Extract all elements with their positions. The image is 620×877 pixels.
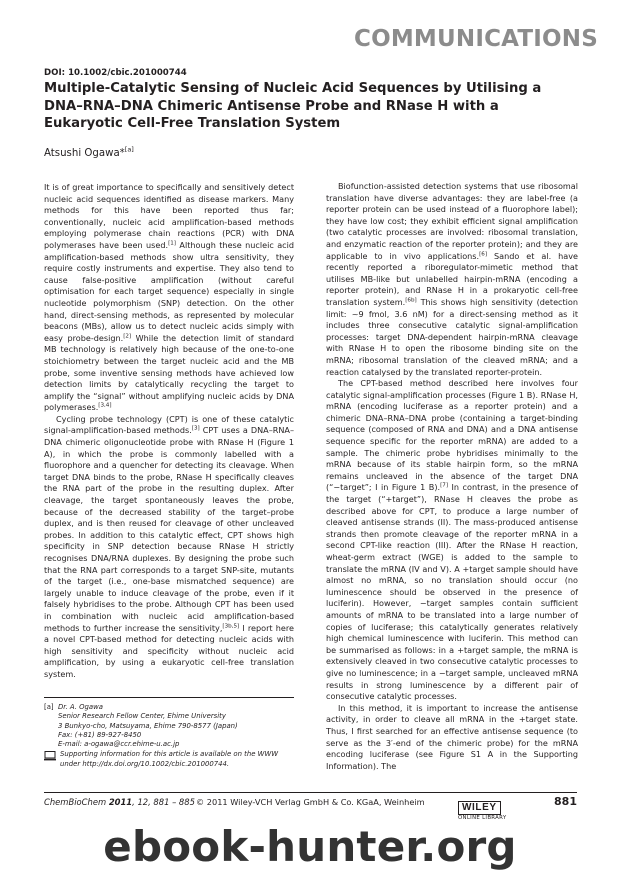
citation-ref: [3b,5] (222, 622, 240, 629)
wiley-logo-text: WILEY (458, 801, 501, 815)
footnote-name: Dr. A. Ogawa (58, 703, 103, 711)
wiley-logo-sub: ONLINE LIBRARY (458, 815, 507, 821)
footnote-line: 3 Bunkyo-cho, Matsuyama, Ehime 790-8577 (Japan) (58, 721, 238, 730)
citation-ref: [1] (168, 240, 176, 247)
journal-volume-pages: , 12, 881 – 885 (132, 797, 195, 807)
doi: DOI: 10.1002/cbic.201000744 (44, 68, 187, 78)
footnote-rule (44, 697, 294, 698)
footnote-line: E-mail: a-ogawa@ccr.ehime-u.ac.jp (58, 740, 180, 749)
copyright: © 2011 Wiley-VCH Verlag GmbH & Co. KGaA, Weinheim (196, 797, 425, 807)
wiley-logo (458, 795, 506, 821)
author-affiliation-ref: [a] (124, 145, 134, 154)
paragraph: Cycling probe technology (CPT) is one of these catalytic signal-amplification-based methods.[3] CPT uses a DNA–RNA–DNA chimeric oligonucleotide probe with RNase H (Figure 1 A), in which the probe is commonly labelled with a fluorophore and a quencher for detecting its cleavage. When target DNA binds to the probe, RNase H specifically cleaves the RNA part of the probe in the resulting duplex. After cleavage, the target spontaneously leaves the probe, because of the decreased stability of the target–probe duplex, and is then reused for cleavage of other uncleaved probes. In addition to this catalytic effect, CPT shows high specificity in SNP detection because RNase H strictly recognises DNA/RNA duplexes. By designing the probe such that the RNA part corresponds to a target SNP-site, mutants of the target (i.e., one-base mismatched sequence) are largely unable to induce cleavage of the probe, even if it falsely hybridises to the probe. Although CPT has been used in combination with nucleic acid amplification-based methods to further increase the sensitivity,[3b,5] I report here a novel CPT-based method for detecting nucleic acids with high sensitivity and specificity without nucleic acid amplification, by using a eukaryotic cell-free translation system. (44, 413, 294, 679)
footnote-line: Senior Research Fellow Center, Ehime University (58, 712, 226, 721)
paragraph: It is of great importance to specifically and sensitively detect nucleic acid sequences identified as disease markers. Many methods for this have been reported thus far; conventionally, nucleic acid amplification-based methods employing polymerase chain reactions (PCR) with DNA polymerases have been used.[1] Although these nucleic acid amplification-based methods show ultra sensitivity, they require costly instruments and expertise. They also tend to cause false-positive amplification (without careful optimisation for each target sequence) especially in single nucleotide polymorphism (SNP) detection. On the other hand, direct-sensing methods, as represented by molecular beacons (MBs), allow us to detect nucleic acids simply with easy probe-design.[2] While the detection limit of standard MB technology is relatively high because of the one-to-one stoichiometry between the target nucleic acid and the MB probe, some inventive sensing methods have achieved low detection limits by catalytically recycling the target to amplify the “signal” without amplifying nucleic acids by DNA polymerases.[3,4] (44, 182, 294, 413)
author-name: Atsushi Ogawa* (44, 148, 125, 159)
watermark: ebook-hunter.org (103, 822, 517, 871)
paragraph: In this method, it is important to increase the antisense activity, in order to cleave all mRNA in the +target state. Thus, I first searched for an effective antisense sequence (to serve as the 3′-end of the chimeric probe) for the mRNA encoding luciferase (see Figure S1 A in the Supporting Information). The (326, 702, 578, 771)
journal-name: ChemBioChem (44, 797, 107, 807)
paragraph: Biofunction-assisted detection systems that use ribosomal translation have diverse advantages: they are label-free (a reporter protein can be used instead of a fluorophore label); they have low cost; they exhibit efficient signal amplification (two catalytic processes are involved: ribosomal translation, and enzymatic reaction of the reporter protein); and they are applicable to in vivo applications.[6] Sando et al. have recently reported a riboregulator-mimetic method that utilises MB-like but unlabelled hairpin-mRNA (encoding a reporter protein), and RNase H in a prokaryotic cell-free translation system.[6b] This shows high sensitivity (detection limit: ~9 fmol, 3.6 nM) for a direct-sensing method as it includes three consecutive catalytic signal-amplification processes: target DNA-dependent hairpin-mRNA cleavage with RNase H to open the ribosome binding site on the mRNA; ribosomal translation of the cleaved mRNA; and a reaction catalysed by the translated reporter-protein. (326, 181, 578, 377)
footnote-mark: [a] (44, 703, 54, 711)
author-line (44, 145, 134, 159)
page-number: 881 (554, 795, 577, 808)
citation-ref: [3] (191, 425, 200, 432)
right-column (326, 181, 578, 772)
left-column (44, 182, 294, 681)
supporting-info-note: Supporting information for this article is available on the WWW under http://dx.doi.org/10.1002/cbic.201000744. (60, 750, 279, 768)
paragraph: The CPT-based method described here involves four catalytic signal-amplification processes (Figure 1 B). RNase H, mRNA (encoding luciferase as a reporter protein) and a chimeric DNA–RNA–DNA probe (containing a target-binding sequence (composed of RNA and DNA) and a DNA antisense sequence specific for the reporter mRNA) are added to a sample. The chimeric probe hybridises minimally to the mRNA because of its stable hairpin form, so the mRNA remains uncleaved in the absence of the target DNA (“−target”; I in Figure 1 B).[7] In contrast, in the presence of the target (“+target”), RNase H cleaves the probe as described above for CPT, to produce a large number of cleaved antisense strands (II). The mass-produced antisense strands then promote cleavage of the reporter mRNA in a second CPT-like reaction (III). After the RNase H reaction, wheat-germ extract (WGE) is added to the sample to translate the mRNA (IV and V). A +target sample should have almost no mRNA, so no translation should occur (no luminescence should be observed in the presence of luciferin). However, −target samples contain sufficient amounts of mRNA to be translated into a large number of copies of luciferase; this catalytically generates relatively high chemical luminescence with luciferin. This method can be summarised as follows: in a +target sample, the mRNA is extensively cleaved in two consecutive catalytic processes to give no luminescence; in a −target sample, uncleaved mRNA results in strong luminescence by a different pair of consecutive catalytic processes. (326, 378, 578, 702)
footnote-line: Fax: (+81) 89-927-8450 (58, 730, 142, 739)
section-label: COMMUNICATIONS (354, 26, 598, 52)
citation-ref: [3,4] (98, 402, 112, 409)
footnote (44, 703, 294, 769)
citation-ref: [7] (440, 482, 449, 489)
citation-ref: [2] (123, 333, 132, 340)
citation-ref: [6b] (405, 297, 417, 304)
journal-year: 2011 (108, 797, 133, 807)
computer-icon (44, 751, 56, 760)
citation-ref: [6] (479, 250, 488, 257)
footer-rule (44, 792, 577, 793)
article-title: Multiple-Catalytic Sensing of Nucleic Acid Sequences by Utilising a DNA–RNA–DNA Chimeric Antisense Probe and RNase H with a Eukaryotic Cell-Free Translation System (44, 81, 542, 132)
journal-citation (44, 797, 195, 807)
